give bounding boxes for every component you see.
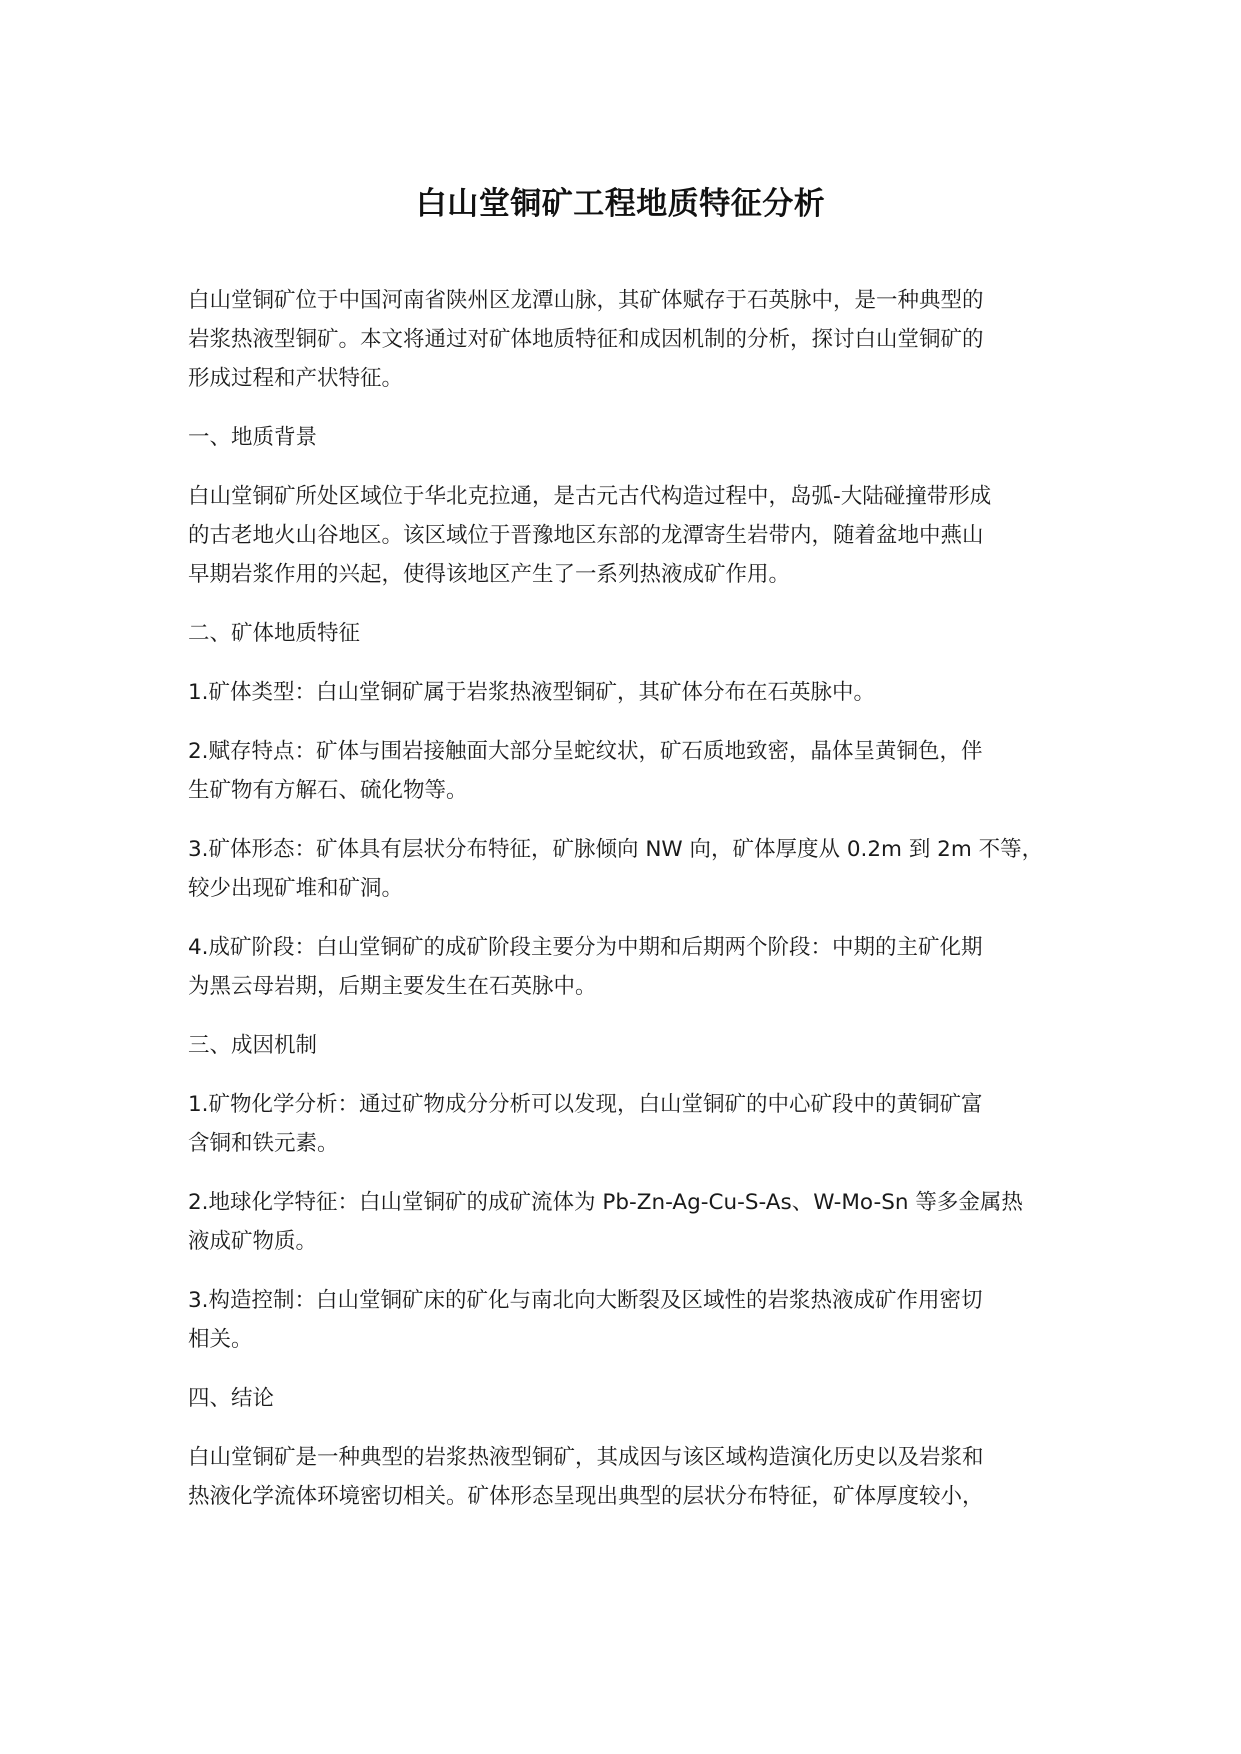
paragraph-line: 1.矿物化学分析：通过矿物成分分析可以发现，白山堂铜矿的中心矿段中的黄铜矿富 xyxy=(188,1092,983,1117)
paragraph-line: 的古老地火山谷地区。该区域位于晋豫地区东部的龙潭寄生岩带内，随着盆地中燕山 xyxy=(188,523,984,548)
paragraph-line: 早期岩浆作用的兴起，使得该地区产生了一系列热液成矿作用。 xyxy=(188,562,791,587)
document-title: 白山堂铜矿工程地质特征分析 xyxy=(415,186,826,222)
paragraph-line: 液成矿物质。 xyxy=(188,1229,318,1254)
paragraph-line: 形成过程和产状特征。 xyxy=(188,366,404,391)
paragraph-line: 3.构造控制：白山堂铜矿床的矿化与南北向大断裂及区域性的岩浆热液成矿作用密切 xyxy=(188,1288,983,1313)
orebody-item-stages xyxy=(188,928,1068,1006)
section-heading-genesis: 三、成因机制 xyxy=(188,1033,318,1058)
section-heading-conclusion: 四、结论 xyxy=(188,1386,275,1411)
paragraph-line: 较少出现矿堆和矿洞。 xyxy=(188,876,404,901)
orebody-item-morphology xyxy=(188,830,1068,908)
paragraph-line: 白山堂铜矿位于中国河南省陕州区龙潭山脉，其矿体赋存于石英脉中，是一种典型的 xyxy=(188,288,984,313)
paragraph-line: 生矿物有方解石、硫化物等。 xyxy=(188,778,468,803)
paragraph-line: 白山堂铜矿是一种典型的岩浆热液型铜矿，其成因与该区域构造演化历史以及岩浆和 xyxy=(188,1445,984,1470)
orebody-item-occurrence xyxy=(188,732,1068,810)
section-heading-geology-background: 一、地质背景 xyxy=(188,425,318,450)
intro-paragraph xyxy=(188,281,1068,398)
paragraph-line: 3.矿体形态：矿体具有层状分布特征，矿脉倾向 NW 向，矿体厚度从 0.2m 到 2m 不等， xyxy=(188,837,1044,862)
paragraph-line: 岩浆热液型铜矿。本文将通过对矿体地质特征和成因机制的分析，探讨白山堂铜矿的 xyxy=(188,327,984,352)
section-heading-orebody-features: 二、矿体地质特征 xyxy=(188,621,361,646)
paragraph-line: 为黑云母岩期，后期主要发生在石英脉中。 xyxy=(188,974,597,999)
paragraph-line: 4.成矿阶段：白山堂铜矿的成矿阶段主要分为中期和后期两个阶段：中期的主矿化期 xyxy=(188,935,983,960)
paragraph-line: 相关。 xyxy=(188,1327,253,1352)
geology-background-paragraph xyxy=(188,477,1068,594)
conclusion-paragraph xyxy=(188,1438,1068,1516)
paragraph-line: 2.地球化学特征：白山堂铜矿的成矿流体为 Pb-Zn-Ag-Cu-S-As、W-Mo-Sn 等多金属热 xyxy=(188,1190,1023,1215)
genesis-item-geochemistry xyxy=(188,1183,1068,1261)
genesis-item-structural-control xyxy=(188,1281,1068,1359)
paragraph-line: 含铜和铁元素。 xyxy=(188,1131,339,1156)
document-body xyxy=(188,281,1068,1536)
paragraph-line: 1.矿体类型：白山堂铜矿属于岩浆热液型铜矿，其矿体分布在石英脉中。 xyxy=(188,680,876,705)
paragraph-line: 2.赋存特点：矿体与围岩接触面大部分呈蛇纹状，矿石质地致密，晶体呈黄铜色，伴 xyxy=(188,739,983,764)
genesis-item-mineral-chemistry xyxy=(188,1085,1068,1163)
paragraph-line: 热液化学流体环境密切相关。矿体形态呈现出典型的层状分布特征，矿体厚度较小， xyxy=(188,1484,984,1509)
orebody-item-type xyxy=(188,673,1068,712)
paragraph-line: 白山堂铜矿所处区域位于华北克拉通，是古元古代构造过程中，岛弧-大陆碰撞带形成 xyxy=(188,484,992,509)
